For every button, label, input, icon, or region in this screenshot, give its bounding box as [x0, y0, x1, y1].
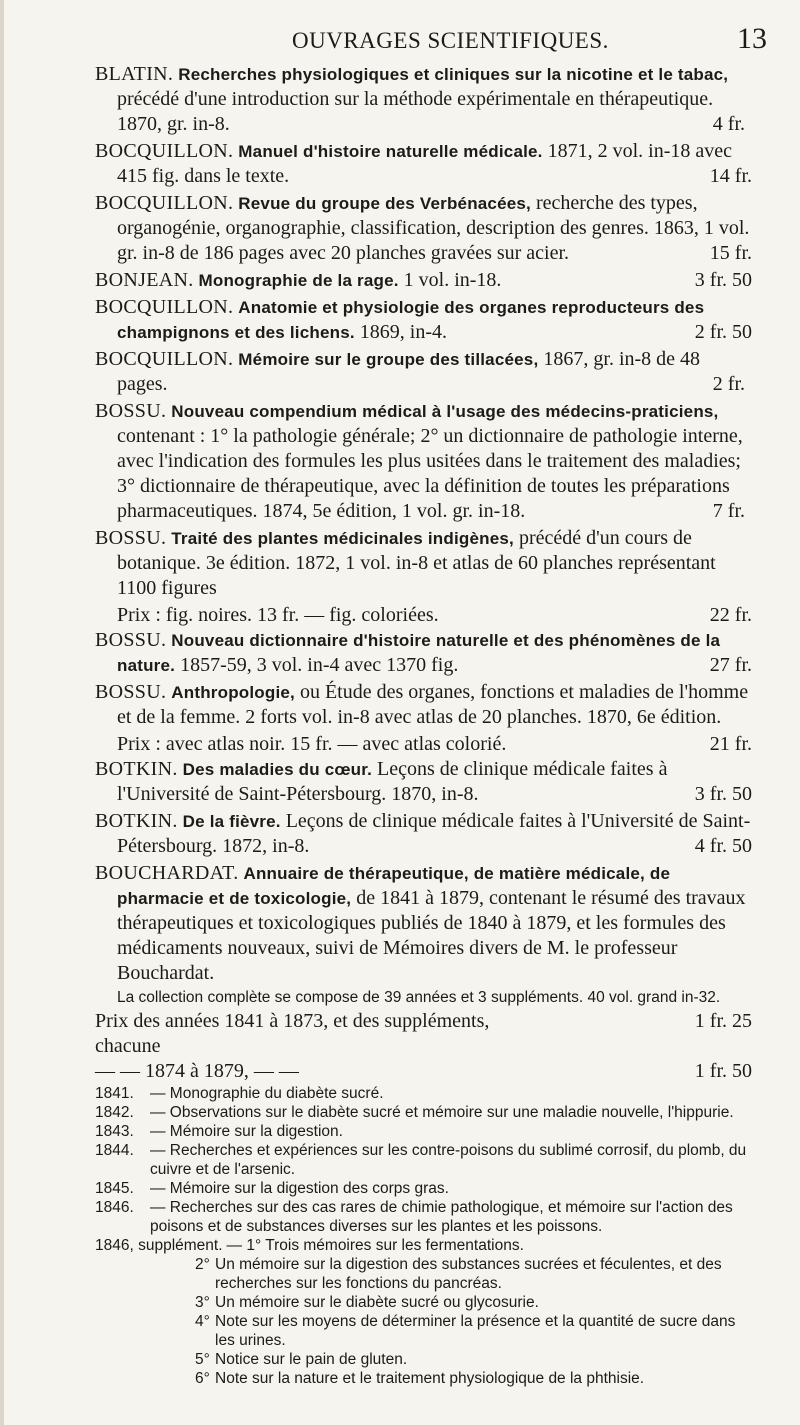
entries-group-c — [95, 757, 752, 986]
year-label: 1846, supplément. — [95, 1237, 223, 1254]
entry-description: Leçons de clinique médicale faites à l'Université de Saint-Pétersbourg. 1870, in-8. — [117, 758, 668, 805]
entry-title: Recherches physiologiques et cliniques sur la nicotine et le tabac, — [178, 65, 729, 84]
entries-group-b — [95, 628, 752, 730]
supplement-item — [195, 1255, 752, 1293]
entry-author: BOCQUILLON. — [95, 348, 234, 370]
anthropologie-prices-label: Prix : avec atlas noir. 15 fr. — avec atlas colorié. — [117, 733, 507, 755]
entry-price: 4 fr. 50 — [694, 835, 752, 857]
pricing-row — [95, 1059, 752, 1084]
year-text: — Mémoire sur la digestion. — [150, 1123, 343, 1140]
entry-description: recherche des types, organogénie, organographie, classification, description des genres. 1863, 1 vol. gr. in-8 de 186 pages avec 20 planches gravées sur acier. — [117, 192, 750, 264]
entry-author: BONJEAN. — [95, 269, 194, 291]
entry-author: BOSSU. — [95, 527, 167, 549]
supplement-text: Note sur les moyens de déterminer la présence et la quantité de sucre dans les urines. — [215, 1313, 736, 1349]
supplement-number: 6° — [195, 1370, 210, 1387]
page-number: 13 — [737, 22, 767, 55]
entries-group-a — [95, 62, 752, 601]
catalog-entry — [95, 809, 752, 859]
entry-author: BLATIN. — [95, 63, 174, 85]
entry-price: 14 fr. — [709, 165, 752, 187]
year-text: — Monographie du diabète sucré. — [150, 1085, 384, 1102]
pricing-label: — — 1874 à 1879, — — — [95, 1060, 299, 1082]
year-text: — Observations sur le diabète sucré et mémoire sur une maladie nouvelle, l'hippurie. — [150, 1104, 734, 1121]
entry-description: 1871, 2 vol. in-18 avec 415 fig. dans le texte. — [117, 140, 733, 187]
supplement-number: 4° — [195, 1313, 210, 1330]
entry-description: ou Étude des organes, fonctions et maladies de l'homme et de la femme. 2 forts vol. in-8 avec atlas de 20 planches. 1870, 6e édition. — [117, 681, 749, 728]
entry-title: Manuel d'histoire naturelle médicale. — [238, 142, 543, 161]
catalog-entry — [95, 757, 752, 807]
catalog-entry — [95, 628, 752, 678]
catalog-entry — [95, 399, 752, 524]
year-label: 1841. — [95, 1085, 134, 1102]
entry-price: 2 fr. 50 — [694, 321, 752, 343]
supplement-text: Un mémoire sur la digestion des substances sucrées et féculentes, et des recherches sur les fonctions du pancréas. — [215, 1256, 722, 1292]
entry-title: Revue du groupe des Verbénacées, — [238, 194, 531, 213]
entry-title: Anatomie et physiologie des organes reproducteurs des champignons et des lichens. — [117, 298, 705, 342]
entry-description: contenant : 1° la pathologie générale; 2° un dictionnaire de pathologie interne, avec l'indication des formules les plus usitées dans le traitement des maladies; 3° dictionnaire de thérapeutique, avec la définition de toutes les préparations pharmaceutiques. 1874, 5e édition, 1 vol. gr. in-18. — [117, 425, 743, 522]
supplement-item — [195, 1312, 752, 1350]
pricing-label: Prix des années 1841 à 1873, et des suppléments, chacune — [95, 1010, 490, 1057]
entry-author: BOCQUILLON. — [95, 296, 234, 318]
bossu-plantes-prices — [117, 603, 752, 628]
entry-description: 1 vol. in-18. — [403, 269, 502, 291]
supplement-number: 3° — [195, 1294, 210, 1311]
year-label: 1842. — [95, 1104, 134, 1121]
pricing-row — [95, 1009, 752, 1059]
entry-title: Mémoire sur le groupe des tillacées, — [238, 350, 539, 369]
catalog-entry — [95, 139, 752, 189]
bossu-plantes-prices-label: Prix : fig. noires. 13 fr. — fig. coloriées. — [117, 604, 439, 626]
entry-description: précédé d'un cours de botanique. 3e édition. 1872, 1 vol. in-8 et atlas de 60 planches représentant 1100 figures — [117, 527, 716, 599]
entry-author: BOTKIN. — [95, 758, 178, 780]
supplement-text: Un mémoire sur le diabète sucré ou glycosurie. — [215, 1294, 539, 1311]
entry-title: Anthropologie, — [171, 683, 295, 702]
entry-description: Leçons de clinique médicale faites à l'Université de Saint-Pétersbourg. 1872, in-8. — [117, 810, 751, 857]
entry-description: 1867, gr. in-8 de 48 pages. — [117, 348, 701, 395]
entry-title: Traité des plantes médicinales indigènes, — [171, 529, 514, 548]
year-entry — [95, 1198, 752, 1236]
page-edge — [0, 0, 4, 1425]
entry-title: Nouveau dictionnaire d'histoire naturelle et des phénomènes de la nature. — [117, 631, 721, 675]
entry-description: précédé d'une introduction sur la méthode expérimentale en thérapeutique. 1870, gr. in-8. — [117, 88, 714, 135]
running-title: OUVRAGES SCIENTIFIQUES. — [292, 28, 609, 53]
pricing-amount: 1 fr. 25 — [694, 1010, 752, 1032]
entry-author: BOCQUILLON. — [95, 192, 234, 214]
entry-price: 4 fr. — [712, 113, 745, 135]
year-entry — [95, 1122, 752, 1141]
entry-price: 7 fr. — [712, 500, 745, 522]
anthropologie-prices — [117, 732, 752, 757]
supplement-item — [195, 1293, 752, 1312]
entry-price: 15 fr. — [709, 242, 752, 264]
catalog-entry — [95, 268, 752, 293]
entry-description: de 1841 à 1879, contenant le résumé des travaux thérapeutiques et toxicologiques publiés de 1840 à 1879, et les formules des médicaments nouveaux, suivi de Mémoires divers de M. le professeur Bouchardat. — [117, 887, 746, 984]
entry-author: BOSSU. — [95, 400, 167, 422]
supplement-item — [195, 1350, 752, 1369]
catalog-entry — [95, 191, 752, 266]
anthropologie-prices-amount: 21 fr. — [709, 733, 752, 755]
entry-author: BOCQUILLON. — [95, 140, 234, 162]
bouchardat-pricing — [95, 1009, 752, 1084]
page-header — [0, 18, 800, 58]
supplement-text: Note sur la nature et le traitement physiologique de la phthisie. — [215, 1370, 645, 1387]
catalog-entry — [95, 62, 752, 137]
supplement-item — [195, 1369, 752, 1388]
supplement-text: Notice sur le pain de gluten. — [215, 1351, 408, 1368]
year-text: — 1° Trois mémoires sur les fermentations. — [226, 1237, 524, 1254]
year-text: — Mémoire sur la digestion des corps gras. — [150, 1180, 449, 1197]
entry-price: 2 fr. — [712, 373, 745, 395]
entry-author: BOTKIN. — [95, 810, 178, 832]
year-label: 1843. — [95, 1123, 134, 1140]
entry-price: 3 fr. 50 — [694, 783, 752, 805]
year-text: — Recherches sur des cas rares de chimie pathologique, et mémoire sur l'action des poisons et de substances diverses sur les plantes et les poissons. — [150, 1199, 733, 1235]
bouchardat-year-list — [95, 1084, 752, 1255]
year-entry — [95, 1141, 752, 1179]
entry-description: 1869, in-4. — [359, 321, 448, 343]
catalog-entry — [95, 347, 752, 397]
entry-title: Nouveau compendium médical à l'usage des médecins-praticiens, — [171, 402, 719, 421]
bossu-plantes-prices-amount: 22 fr. — [709, 604, 752, 626]
year-entry — [95, 1103, 752, 1122]
entry-price: 27 fr. — [709, 654, 752, 676]
supplement-number: 2° — [195, 1256, 210, 1273]
supplement-number: 5° — [195, 1351, 210, 1368]
entry-title: Des maladies du cœur. — [182, 760, 373, 779]
year-label: 1845. — [95, 1180, 134, 1197]
catalog-content — [95, 62, 752, 1388]
supplement-items — [195, 1255, 752, 1388]
year-label: 1844. — [95, 1142, 134, 1159]
year-text: — Recherches et expériences sur les contre-poisons du sublimé corrosif, du plomb, du cuivre et de l'arsenic. — [150, 1142, 747, 1178]
year-label: 1846. — [95, 1199, 134, 1216]
year-entry — [95, 1084, 752, 1103]
entry-author: BOSSU. — [95, 681, 167, 703]
entry-author: BOUCHARDAT. — [95, 862, 239, 884]
entry-title: Annuaire de thérapeutique, de matière médicale, de pharmacie et de toxicologie, — [117, 864, 671, 908]
entry-description: 1857-59, 3 vol. in-4 avec 1370 fig. — [180, 654, 459, 676]
entry-title: Monographie de la rage. — [198, 271, 399, 290]
year-entry — [95, 1236, 752, 1255]
entry-title: De la fièvre. — [182, 812, 281, 831]
entry-author: BOSSU. — [95, 629, 167, 651]
entry-price: 3 fr. 50 — [694, 269, 752, 291]
catalog-entry — [95, 295, 752, 345]
collection-note: La collection complète se compose de 39 années et 3 suppléments. 40 vol. grand in-32. — [117, 989, 721, 1006]
catalog-entry — [95, 526, 752, 601]
year-entry — [95, 1179, 752, 1198]
catalog-entry — [95, 861, 752, 986]
catalog-entry — [95, 680, 752, 730]
pricing-amount: 1 fr. 50 — [694, 1060, 752, 1082]
